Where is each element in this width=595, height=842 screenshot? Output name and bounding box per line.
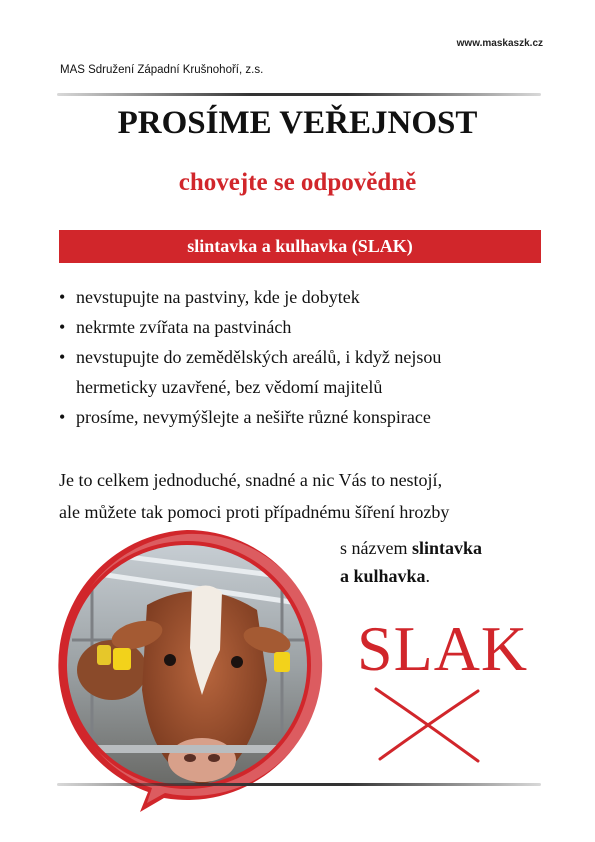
organization-name: MAS Sdružení Západní Krušnohoří, z.s. [60, 64, 264, 76]
website-url: www.maskaszk.cz [456, 38, 543, 49]
advice-text: prosíme, nevymýšlejte a nešiřte různé konspirace [76, 407, 431, 427]
headline: PROSÍME VEŘEJNOST [117, 105, 478, 141]
advice-item [59, 312, 559, 342]
cow-photo-graphic [52, 520, 352, 820]
advice-item [59, 342, 559, 372]
disease-name-2: a kulhavka [340, 566, 426, 586]
advice-item-continuation [59, 372, 559, 402]
closing-paragraph-line-4 [340, 560, 430, 592]
slak-label: SLAK [357, 613, 529, 684]
advice-text: nevstupujte na pastviny, kde je dobytek [76, 287, 360, 307]
bullet-icon: • [59, 287, 66, 307]
cross-graphic [372, 685, 482, 765]
closing-period: . [425, 566, 431, 586]
advice-item [59, 282, 559, 312]
top-divider [57, 93, 541, 96]
closing-paragraph-line-2: ale můžete tak pomoci proti případnému šíření hrozby [59, 502, 450, 522]
closing-paragraph-line-1: Je to celkem jednoduché, snadné a nic Vás to nestojí, [59, 470, 443, 490]
advice-text: hermeticky uzavřené, bez vědomí majitelů [76, 377, 383, 397]
cow-photo [52, 520, 352, 825]
topic-banner-text: slintavka a kulhavka (SLAK) [187, 236, 413, 256]
bullet-icon: • [59, 407, 66, 427]
bullet-icon: • [59, 317, 66, 337]
closing-text: s názvem [340, 538, 412, 558]
bottom-divider [57, 783, 541, 786]
cross-icon [372, 685, 482, 770]
topic-banner [59, 230, 541, 263]
advice-text: nekrmte zvířata na pastvinách [76, 317, 292, 337]
bullet-icon: • [59, 347, 66, 367]
advice-text: nevstupujte do zemědělských areálů, i když nejsou [76, 347, 442, 367]
advice-list [59, 282, 559, 432]
subheadline: chovejte se odpovědně [178, 169, 417, 196]
disease-name-1: slintavka [411, 538, 483, 558]
advice-item [59, 402, 559, 432]
